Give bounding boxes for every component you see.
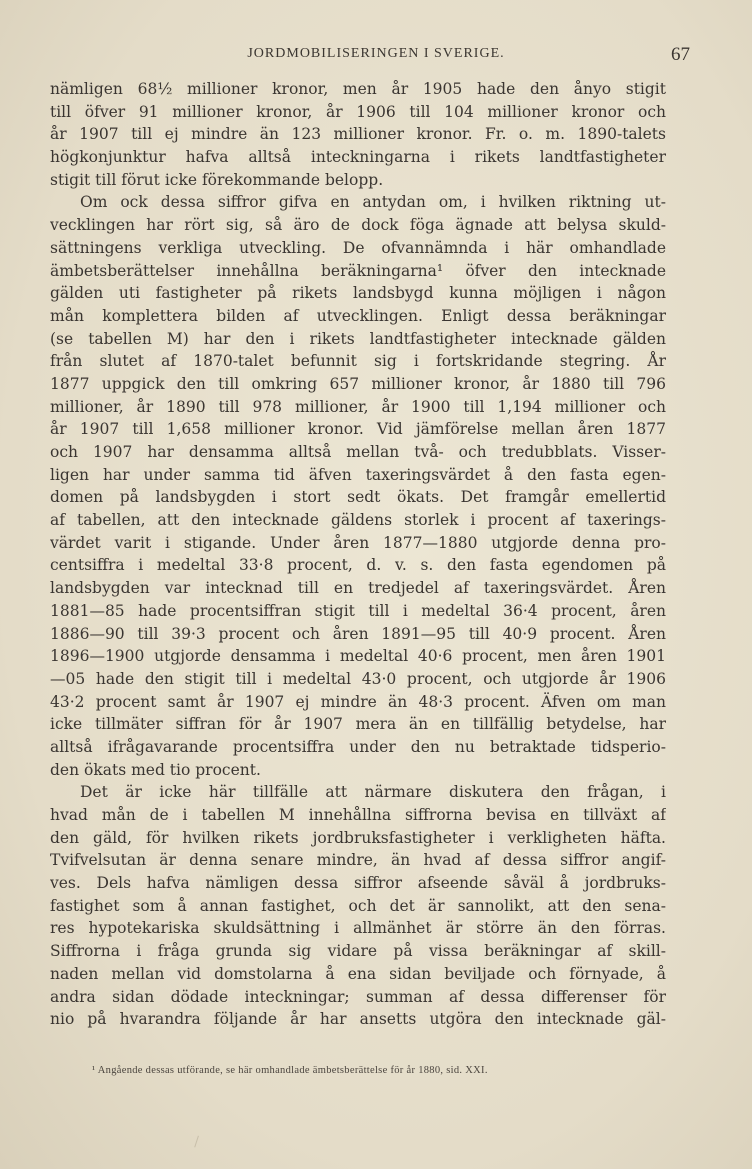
text-line: millioner, år 1890 till 978 millioner, år 1900 till 1,194 millioner och bbox=[50, 397, 666, 416]
body-text bbox=[50, 78, 666, 1031]
text-line: ligen har under samma tid äfven taxeringsvärdet å den fasta egen- bbox=[50, 465, 666, 484]
text-line: Om ock dessa siffror gifva en antydan om, i hvilken riktning ut- bbox=[80, 193, 666, 212]
text-line: från slutet af 1870-talet befunnit sig i fortskridande stegring. År bbox=[50, 352, 666, 371]
text-line: nio på hvarandra följande år har ansetts utgöra den intecknade gäl- bbox=[50, 1010, 666, 1029]
text-line: gälden uti fastigheter på rikets landsbygd kunna möjligen i någon bbox=[50, 284, 666, 303]
text-line: res hypotekariska skuldsättning i allmänhet är större än den förras. bbox=[50, 919, 666, 938]
text-line: den gäld, för hvilken rikets jordbruksfastigheter i verkligheten häfta. bbox=[50, 828, 666, 847]
text-line: af tabellen, att den intecknade gäldens storlek i procent af taxerings- bbox=[50, 511, 666, 530]
text-line: högkonjunktur hafva alltså inteckningarna i rikets landtfastigheter bbox=[50, 148, 666, 167]
page-header bbox=[48, 44, 704, 68]
text-line: till öfver 91 millioner kronor, år 1906 till 104 millioner kronor och bbox=[50, 102, 666, 121]
running-title: JORDMOBILISERINGEN I SVERIGE. bbox=[247, 46, 505, 61]
text-line: den ökats med tio procent. bbox=[50, 760, 261, 779]
text-line: år 1907 till 1,658 millioner kronor. Vid jämförelse mellan åren 1877 bbox=[50, 420, 666, 439]
text-line: domen på landsbygden i stort sedt ökats. Det framgår emellertid bbox=[50, 488, 666, 507]
page-number: 67 bbox=[671, 44, 690, 65]
text-line: stigit till förut icke förekommande belopp. bbox=[50, 170, 384, 189]
text-line: hvad mån de i tabellen M innehållna siffrorna bevisa en tillväxt af bbox=[50, 806, 666, 824]
text-line: —05 hade den stigit till i medeltal 43·0 procent, och utgjorde år 1906 bbox=[50, 669, 666, 688]
text-line: andra sidan dödade inteckningar; summan af dessa differenser för bbox=[50, 987, 666, 1006]
footnote: ¹ Angående dessas utförande, se här omhandlade ämbetsberättelse för år 1880, sid. XXI. bbox=[92, 1065, 488, 1076]
text-line: ves. Dels hafva nämligen dessa siffror afseende såväl å jordbruks- bbox=[50, 874, 666, 893]
text-line: Tvifvelsutan är denna senare mindre, än hvad af dessa siffror angif- bbox=[50, 851, 666, 870]
text-line: 43·2 procent samt år 1907 ej mindre än 48·3 procent. Äfven om man bbox=[50, 692, 666, 711]
text-line: fastighet som å annan fastighet, och det är sannolikt, att den sena- bbox=[50, 896, 666, 915]
text-line: Det är icke här tillfälle att närmare diskutera den frågan, i bbox=[80, 783, 666, 802]
paper-mark bbox=[194, 1136, 202, 1149]
text-line: ämbetsberättelser innehållna beräkningarna¹ öfver den intecknade bbox=[50, 261, 666, 280]
text-line: värdet varit i stigande. Under åren 1877—1880 utgjorde denna pro- bbox=[50, 533, 666, 552]
text-line: Siffrorna i fråga grunda sig vidare på vissa beräkningar af skill- bbox=[50, 942, 666, 961]
text-line: alltså ifrågavarande procentsiffra under den nu betraktade tidsperio- bbox=[50, 737, 666, 756]
text-line: landsbygden var intecknad till en tredjedel af taxeringsvärdet. Åren bbox=[50, 579, 666, 598]
text-line: sättningens verkliga utveckling. De ofvannämnda i här omhandlade bbox=[50, 238, 666, 257]
text-line: vecklingen har rört sig, så äro de dock föga ägnade att belysa skuld- bbox=[50, 216, 666, 235]
text-line: icke tillmäter siffran för år 1907 mera än en tillfällig betydelse, har bbox=[50, 715, 666, 734]
text-line: naden mellan vid domstolarna å ena sidan beviljade och förnyade, å bbox=[50, 964, 666, 983]
text-line: år 1907 till ej mindre än 123 millioner kronor. Fr. o. m. 1890-talets bbox=[50, 125, 666, 144]
text-line: nämligen 68½ millioner kronor, men år 1905 hade den ånyo stigit bbox=[50, 80, 666, 98]
text-line: (se tabellen M) har den i rikets landtfastigheter intecknade gälden bbox=[50, 329, 666, 348]
text-line: 1877 uppgick den till omkring 657 millioner kronor, år 1880 till 796 bbox=[50, 374, 666, 393]
text-line: 1886—90 till 39·3 procent och åren 1891—95 till 40·9 procent. Åren bbox=[50, 624, 666, 643]
text-line: centsiffra i medeltal 33·8 procent, d. v. s. den fasta egendomen på bbox=[50, 556, 666, 575]
text-line: 1896—1900 utgjorde densamma i medeltal 40·6 procent, men åren 1901 bbox=[50, 647, 666, 666]
text-line: 1881—85 hade procentsiffran stigit till i medeltal 36·4 procent, åren bbox=[50, 601, 666, 620]
text-line: och 1907 har densamma alltså mellan två- och tredubblats. Visser- bbox=[50, 443, 666, 461]
text-line: mån komplettera bilden af utvecklingen. Enligt dessa beräkningar bbox=[50, 306, 666, 325]
